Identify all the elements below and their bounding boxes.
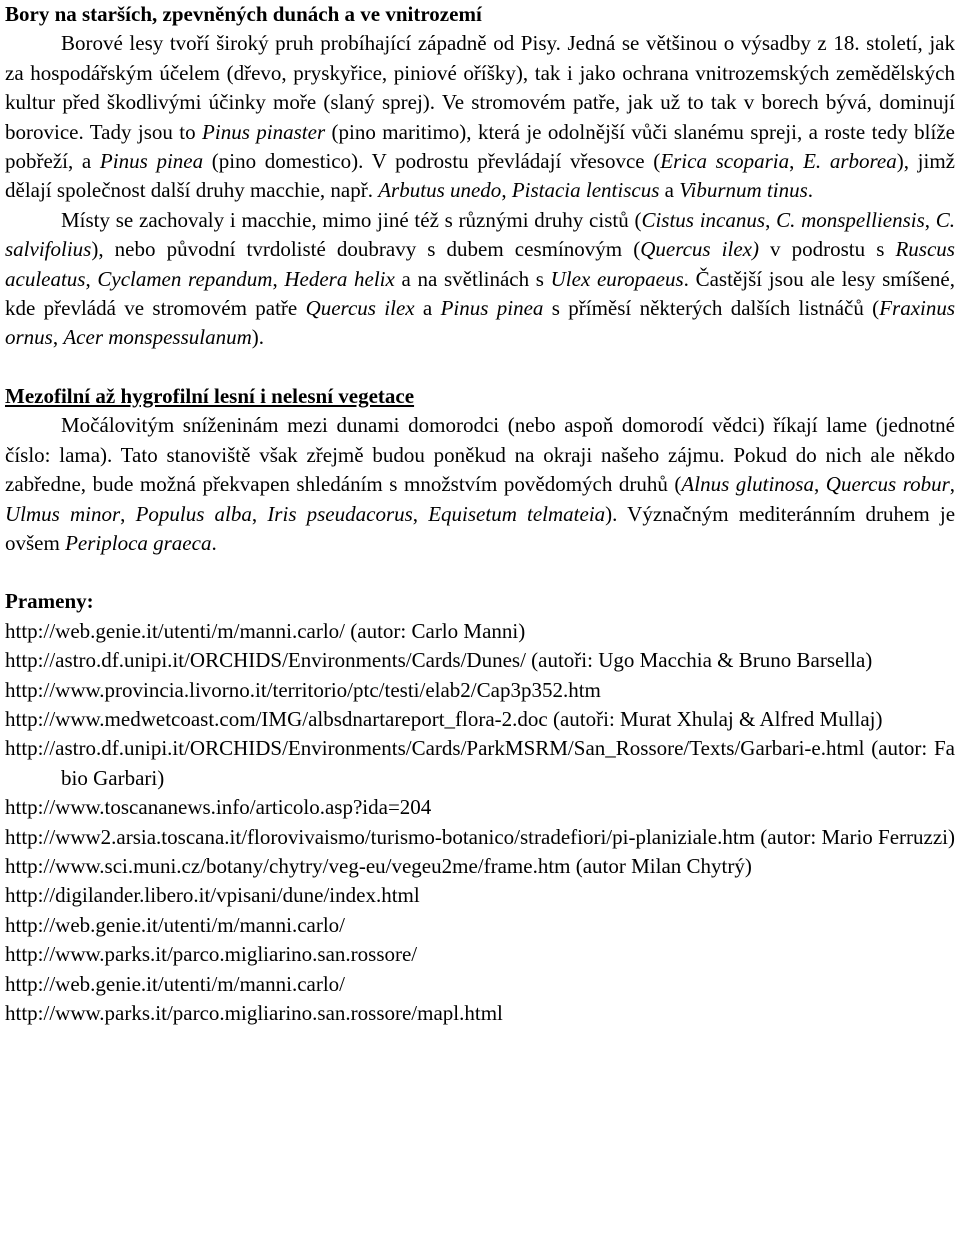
species-name: Acer monspessulanum	[63, 325, 252, 350]
species-name: Cistus incanus	[641, 207, 766, 232]
text-run: ,	[85, 266, 98, 291]
species-name: Pistacia lentiscus	[511, 178, 660, 203]
source-item: http://web.genie.it/utenti/m/manni.carlo/	[5, 912, 346, 937]
section-heading-pine-forests: Bory na starších, zpevněných dunách a ve vnitrozemí	[5, 2, 482, 26]
species-name: Iris pseudacorus	[267, 501, 413, 526]
text-run: ,	[501, 178, 512, 203]
species-name: Arbutus unedo	[378, 178, 502, 203]
text-run: s příměsí některých dalších listnáčů (	[543, 296, 880, 321]
species-name: Erica scoparia	[660, 149, 790, 174]
text-run: Močálovitým sníženinám mezi dunami domorodci (nebo aspoň domorodí vědci) říkají lame (jednotné číslo: lama). Tato stanoviště však zřejmě budou poněkud na okraji našeho zájmu. Pokud do nich ale někdo zabředne, bude možná překvapen shledáním s množstvím povědomých druhů (	[5, 413, 955, 497]
species-name: Ruscus aculeatus	[5, 237, 955, 291]
species-name: Ulmus minor	[5, 501, 121, 526]
text-run: ,	[251, 501, 268, 526]
species-name: Quercus ilex	[305, 296, 415, 321]
species-name: Viburnum tinus	[679, 178, 808, 203]
source-item: http://www.toscananews.info/articolo.asp?ida=204	[5, 795, 432, 820]
source-item: http://www.parks.it/parco.migliarino.san.rossore/mapl.html	[5, 1001, 503, 1025]
text-run: ), nebo původní tvrdolisté doubravy s dubem cesmínovým (	[91, 237, 641, 262]
text-run: ,	[52, 325, 64, 350]
source-item: http://astro.df.unipi.it/ORCHIDS/Environments/Cards/ParkMSRM/San_Rossore/Texts/Garbari-e.html (autor: Fabio Garbari)	[5, 736, 955, 790]
source-item: http://astro.df.unipi.it/ORCHIDS/Environments/Cards/Dunes/ (autoři: Ugo Macchia & Bruno Barsella)	[5, 648, 873, 673]
species-name: Pinus pinea	[440, 296, 544, 321]
source-item: http://www.provincia.livorno.it/territorio/ptc/testi/elab2/Cap3p352.htm	[5, 677, 601, 702]
species-name: Hedera helix	[284, 266, 395, 291]
text-run: ,	[272, 266, 285, 291]
text-run: ,	[789, 149, 804, 174]
paragraph	[5, 206, 955, 353]
text-run: ).	[251, 325, 265, 350]
source-item: http://www.parks.it/parco.migliarino.san.rossore/	[5, 942, 418, 967]
text-run: .	[211, 530, 217, 555]
sources-heading: Prameny:	[5, 589, 94, 614]
source-item: http://web.genie.it/utenti/m/manni.carlo/ (autor: Carlo Manni)	[5, 618, 526, 643]
text-run: ), jimž dělají společnost další druhy macchie, např.	[5, 149, 955, 203]
text-run: .	[807, 178, 814, 203]
source-item: http://www.medwetcoast.com/IMG/albsdnartareport_flora-2.doc (autoři: Murat Xhulaj & Alfred Mullaj)	[5, 706, 883, 731]
species-name: Quercus robur	[825, 472, 950, 497]
text-run: v podrostu s	[758, 237, 896, 262]
paragraph	[5, 411, 955, 558]
species-name: Quercus ilex)	[640, 237, 759, 262]
text-run: ,	[120, 501, 136, 526]
species-name: Pinus pinaster	[202, 119, 326, 144]
section-heading-hygrophilous-vegetation: Mezofilní až hygrofilní lesní i nelesní vegetace	[5, 383, 415, 408]
text-run: a	[414, 296, 441, 321]
text-run: ). Význačným mediteránním druhem je ovšem	[5, 501, 956, 555]
species-name: E. arborea	[803, 149, 897, 174]
source-item: http://www.sci.muni.cz/botany/chytry/veg-eu/vegeu2me/frame.htm (autor Milan Chytrý)	[5, 853, 752, 878]
text-run: ,	[813, 472, 826, 497]
text-run: . Častější jsou ale lesy smíšené, kde převládá ve stromovém patře	[5, 266, 955, 321]
sources-list	[5, 617, 955, 1029]
species-name: Populus alba	[135, 501, 252, 526]
species-name: Pinus pinea	[99, 149, 204, 174]
text-run: ,	[924, 207, 936, 232]
text-run: a na světlinách s	[394, 266, 551, 291]
paragraph	[5, 29, 955, 205]
text-run: a	[659, 178, 680, 203]
text-run: Borové lesy tvoří široký pruh probíhající západně od Pisy. Jedná se většinou o výsadby z 18. století, jak za hospodářským účelem (dřevo, pryskyřice, piniové oříšky), tak i jako ochrana vnitrozemských zemědělských kultur před škodlivými účinky moře (slaný sprej). Ve stromovém patře, jak už to tak v borech bývá, dominují borovice. Tady jsou to	[5, 31, 955, 144]
species-name: Periploca graeca	[65, 530, 212, 555]
text-run: (pino maritimo), která je odolnější vůči slanému spreji, a roste tedy blíže pobřeží, a	[5, 119, 955, 174]
species-name: Equisetum telmateia	[428, 501, 606, 526]
text-run: ,	[765, 207, 777, 232]
text-run: ,	[949, 472, 956, 497]
text-run: Místy se zachovaly i macchie, mimo jiné též s různými druhy cistů (	[61, 207, 642, 232]
species-name: Alnus glutinosa	[681, 472, 814, 497]
text-run: ,	[412, 501, 429, 526]
species-name: Fraxinus ornus	[5, 296, 956, 350]
species-name: C. salvifolius	[5, 207, 956, 262]
species-name: Ulex europaeus	[550, 266, 684, 291]
source-item: http://web.genie.it/utenti/m/manni.carlo/	[5, 971, 346, 996]
text-run: (pino domestico). V podrostu převládají vřesovce (	[203, 149, 661, 174]
source-item: http://www2.arsia.toscana.it/florovivaismo/turismo-botanico/stradefiori/pi-planiziale.htm (autor: Mario Ferruzzi)	[5, 824, 955, 849]
source-item: http://digilander.libero.it/vpisani/dune/index.html	[5, 883, 420, 908]
species-name: Cyclamen repandum	[97, 266, 273, 291]
species-name: C. monspelliensis	[776, 207, 925, 232]
